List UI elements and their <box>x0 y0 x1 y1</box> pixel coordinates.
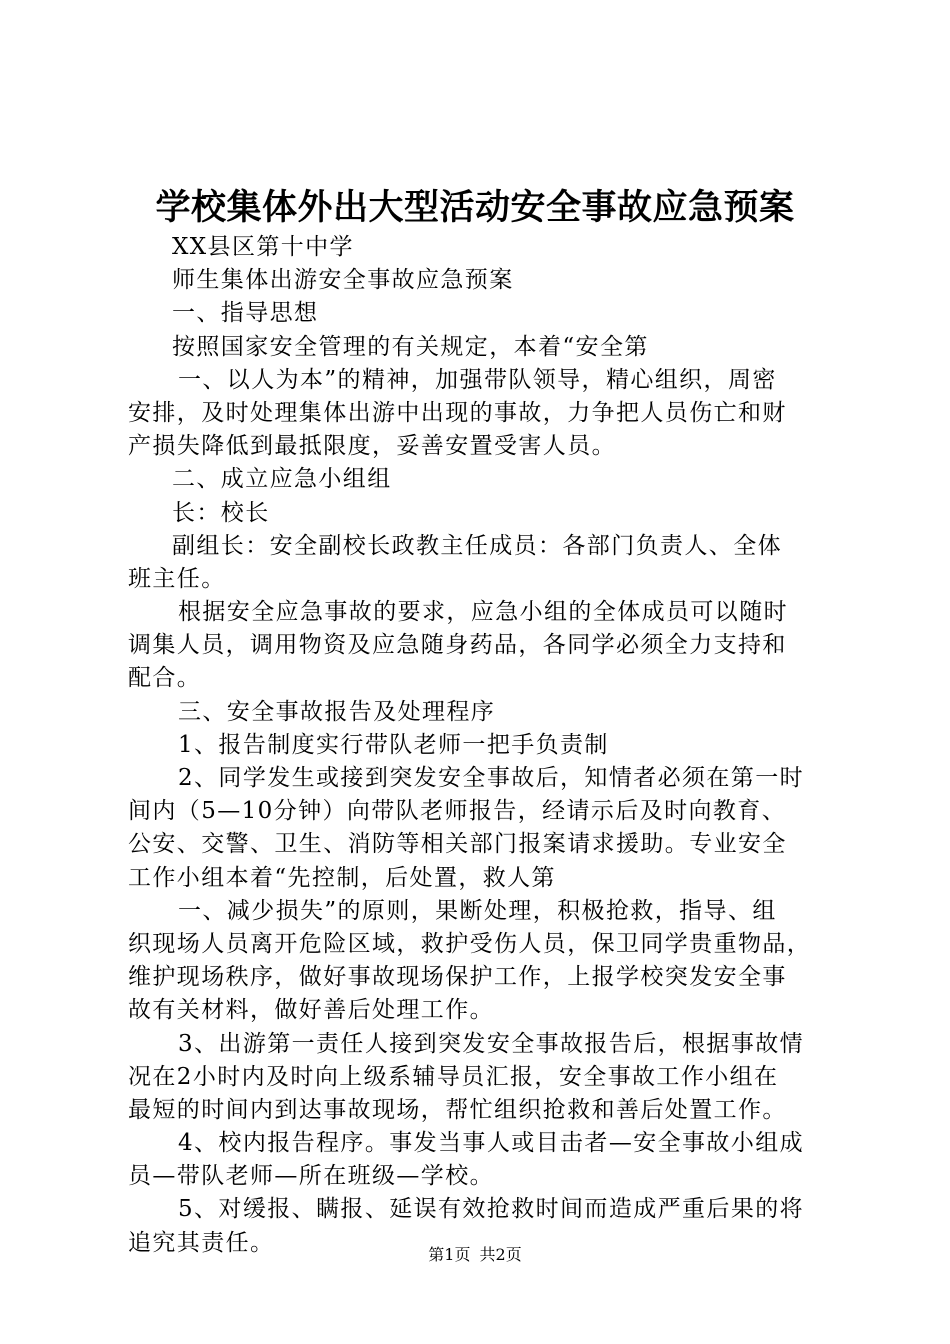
body-line: 三、安全事故报告及处理程序 <box>178 698 496 725</box>
body-line: 师生集体出游安全事故应急预案 <box>172 267 514 294</box>
page-total: 共2页 <box>479 1245 522 1264</box>
body-line: 一、减少损失”的原则，果断处理，积极抢救，指导、组 <box>178 897 777 924</box>
body-line: 调集人员，调用物资及应急随身药品，各同学必须全力支持和 <box>128 632 787 659</box>
page-number: 第1页 <box>428 1245 471 1264</box>
body-line: 二、成立应急小组组 <box>172 466 392 493</box>
body-line: 一、指导思想 <box>172 300 319 327</box>
body-line: 安排，及时处理集体出游中出现的事故，力争把人员伤亡和财 <box>128 399 787 426</box>
body-line: 5、对缓报、瞒报、延误有效抢救时间而造成严重后果的将 <box>178 1196 805 1223</box>
body-line: 故有关材料，做好善后处理工作。 <box>128 997 494 1024</box>
body-line: 公安、交警、卫生、消防等相关部门报案请求援助。专业安全 <box>128 831 787 858</box>
body-line: 最短的时间内到达事故现场，帮忙组织抢救和善后处置工作。 <box>128 1096 787 1123</box>
body-line: 3、出游第一责任人接到突发安全事故报告后，根据事故情 <box>178 1030 805 1057</box>
body-line: 副组长：安全副校长政教主任成员：各部门负责人、全体 <box>172 532 782 559</box>
body-line: 织现场人员离开危险区域，救护受伤人员，保卫同学贵重物品， <box>128 930 812 957</box>
body-line: 一、以人为本”的精神，加强带队领导，精心组织，周密 <box>178 366 777 393</box>
body-line: 产损失降低到最抵限度，妥善安置受害人员。 <box>128 433 616 460</box>
document-body <box>128 231 834 1260</box>
body-line: 员—带队老师—所在班级—学校。 <box>128 1163 494 1190</box>
body-line: 维护现场秩序，做好事故现场保护工作，上报学校突发安全事 <box>128 964 787 991</box>
body-line: 1、报告制度实行带队老师一把手负责制 <box>178 731 609 758</box>
body-line: 长：校长 <box>172 499 270 526</box>
body-line: 工作小组本着“先控制，后处置，救人第 <box>128 864 556 891</box>
body-line: 根据安全应急事故的要求，应急小组的全体成员可以随时 <box>178 599 788 626</box>
body-line: 间内（5—10分钟）向带队老师报告，经请示后及时向教育、 <box>128 798 787 825</box>
body-line: 追究其责任。 <box>128 1229 275 1256</box>
body-line: 4、校内报告程序。事发当事人或目击者—安全事故小组成 <box>178 1130 805 1157</box>
document-title: 学校集体外出大型活动安全事故应急预案 <box>155 187 795 228</box>
body-line: 班主任。 <box>128 565 226 592</box>
page-footer <box>0 1243 950 1267</box>
body-line: 配合。 <box>128 665 202 692</box>
body-line: 按照国家安全管理的有关规定，本着“安全第 <box>172 333 649 360</box>
body-line: 况在2小时内及时向上级系辅导员汇报，安全事故工作小组在 <box>128 1063 779 1090</box>
body-line: XX县区第十中学 <box>172 234 354 260</box>
body-line: 2、同学发生或接到突发安全事故后，知情者必须在第一时 <box>178 765 805 791</box>
